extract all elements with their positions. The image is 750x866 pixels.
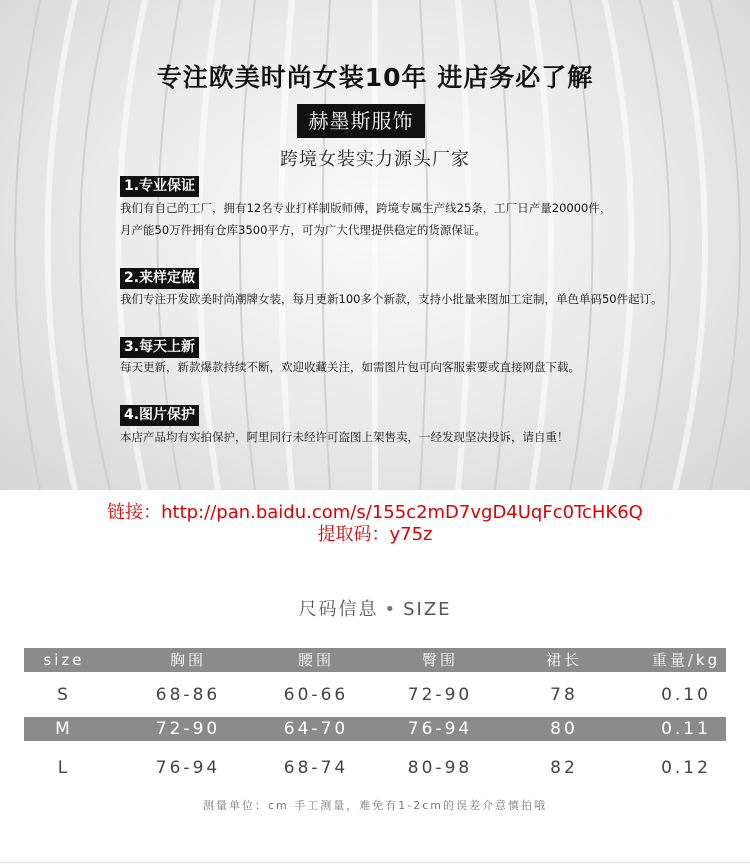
cell-size: S	[57, 685, 71, 705]
subtitle: 跨境女装实力源头厂家	[280, 149, 470, 170]
cell-size: L	[57, 758, 71, 778]
size-title-en: SIZE	[403, 599, 452, 620]
header-waist: 腰围	[297, 651, 334, 669]
measurement-note: 测量单位：cm 手工测量，难免有1-2cm的误差介意慎拍哦	[203, 799, 547, 812]
cell-weight: 0.10	[661, 685, 711, 705]
cell-hip: 76-94	[407, 719, 473, 739]
brand-label: 赫墨斯服饰	[297, 104, 425, 138]
table-row	[24, 756, 726, 780]
headline: 专注欧美时尚女装10年 进店务必了解	[156, 63, 594, 92]
title-dot: •	[384, 599, 398, 620]
section-text-photo-protection	[120, 426, 720, 448]
cell-weight: 0.12	[661, 758, 711, 778]
cell-length: 78	[550, 685, 578, 705]
header-size: size	[43, 651, 85, 669]
cell-bust: 76-94	[155, 758, 221, 778]
text-line: 每天更新，新款爆款持续不断，欢迎收藏关注，如需图片包可向客服索要或直接网盘下载。	[120, 360, 580, 374]
header-hip: 臀围	[421, 651, 458, 669]
text-line: 月产能50万件拥有仓库3500平方，可为广大代理提供稳定的货源保证。	[120, 223, 486, 237]
extraction-code: 提取码：y75z	[317, 524, 433, 545]
header-weight: 重量/kg	[651, 651, 721, 669]
download-link[interactable]: 链接：http://pan.baidu.com/s/155c2mD7vgD4UqFc0TcHK6Q	[107, 502, 643, 523]
cell-hip: 72-90	[407, 685, 473, 705]
size-info-title	[0, 595, 750, 621]
cell-length: 80	[550, 719, 578, 739]
cell-length: 82	[550, 758, 578, 778]
section-text-new-arrivals	[120, 356, 720, 378]
header-bust: 胸围	[169, 651, 206, 669]
section-text-custom	[120, 288, 720, 310]
cell-weight: 0.11	[661, 719, 711, 739]
text-line: 我们专注开发欧美时尚潮牌女装，每月更新100多个新款，支持小批量来图加工定制，单色单码50件起订。	[120, 292, 663, 306]
cell-hip: 80-98	[407, 758, 473, 778]
text-line: 我们有自己的工厂，拥有12名专业打样制版师傅，跨境专属生产线25条，工厂日产量20000件，	[120, 201, 612, 215]
header-length: 裙长	[545, 651, 582, 669]
cell-bust: 72-90	[155, 719, 221, 739]
download-link-block	[0, 502, 750, 546]
section-title-custom: 2.来样定做	[120, 268, 199, 289]
section-title-guarantee: 1.专业保证	[120, 176, 199, 197]
cell-waist: 64-70	[283, 719, 349, 739]
cell-size: M	[55, 719, 73, 739]
size-title-zh: 尺码信息	[298, 599, 379, 620]
divider	[0, 862, 750, 863]
section-title-photo-protection: 4.图片保护	[120, 405, 199, 426]
table-row	[24, 717, 726, 741]
section-title-new-arrivals: 3.每天上新	[120, 337, 199, 358]
section-text-guarantee	[120, 197, 720, 241]
cell-waist: 60-66	[283, 685, 349, 705]
text-line: 本店产品均有实拍保护，阿里同行未经许可盗图上架售卖，一经发现坚决投诉，请自重！	[120, 430, 569, 444]
cell-waist: 68-74	[283, 758, 349, 778]
cell-bust: 68-86	[155, 685, 221, 705]
table-row	[24, 683, 726, 707]
table-header-row	[24, 648, 726, 672]
